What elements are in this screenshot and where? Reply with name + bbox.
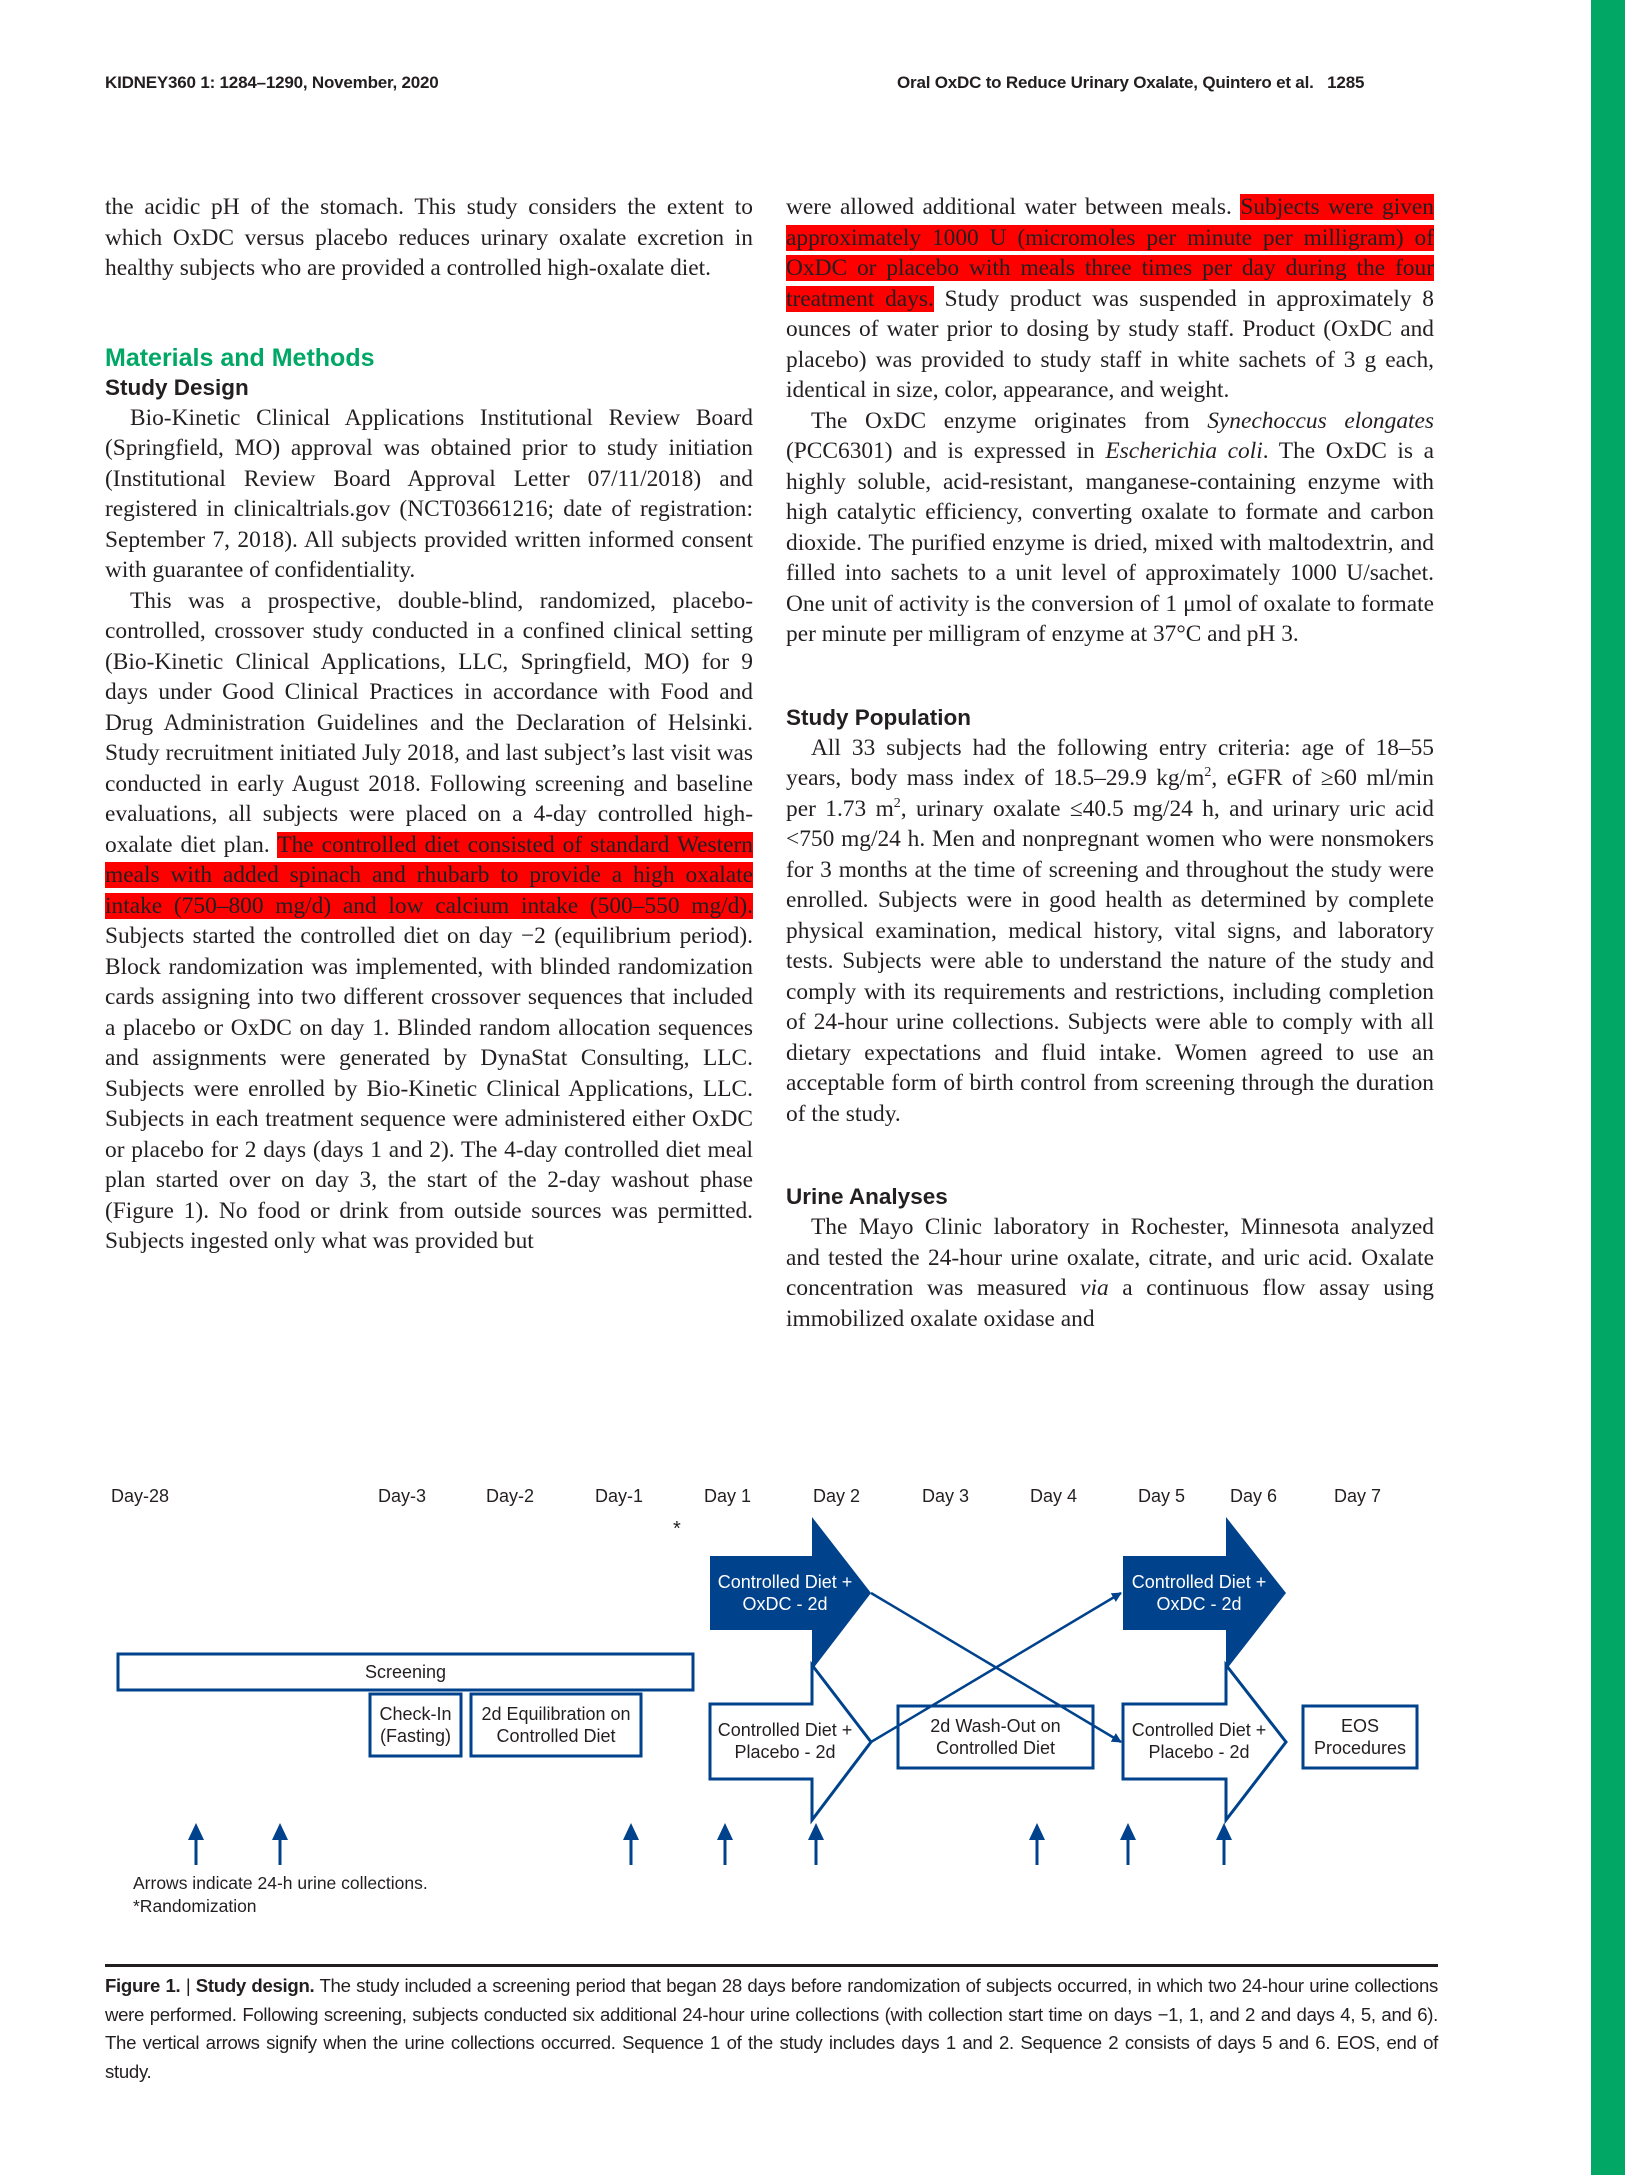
day-label: Day-2 <box>486 1486 535 1506</box>
day-label: Day 4 <box>1030 1486 1078 1506</box>
washout-label: 2d Wash-Out on Controlled Diet <box>930 1716 1061 1758</box>
collection-arrow-icon <box>717 1823 733 1865</box>
equilibration-label: 2d Equilibration on Controlled Diet <box>481 1704 631 1746</box>
oxdc-1-label: Controlled Diet + OxDC - 2d <box>717 1572 853 1614</box>
collection-arrow-icon <box>623 1823 639 1865</box>
figure-caption: Figure 1. | Study design. The study included a screening period that began 28 days before randomization of subjects occurred, in which two 24-hour urine collections were performed. Following screening, subjects conducted six additional 24-hour urine collections (with collection start time on days −1, 1, and 2 and days 4, 5, and 6). The vertical arrows signify when the urine collections occurred. Sequence 1 of the study includes days 1 and 2. Sequence 2 consists of days 5 and 6. EOS, end of study. <box>105 1975 1438 2082</box>
running-head-journal: KIDNEY360 1: 1284–1290, November, 2020 <box>105 73 439 92</box>
caption-divider <box>105 1964 1438 1967</box>
running-head-title: Oral OxDC to Reduce Urinary Oxalate, Quintero et al. 1285 <box>897 73 1365 92</box>
placebo-1-label: Controlled Diet + Placebo - 2d <box>717 1720 853 1762</box>
oxdc-2-label: Controlled Diet + OxDC - 2d <box>1131 1572 1267 1614</box>
collection-arrow-icon <box>1029 1823 1045 1865</box>
placebo-2-label: Controlled Diet + Placebo - 2d <box>1131 1720 1267 1762</box>
day-label: Day 7 <box>1334 1486 1382 1506</box>
checkin-label: Check-In (Fasting) <box>379 1704 452 1746</box>
highlighted-diet-text[interactable]: The controlled diet consisted of standard Western meals with added spinach and rhubarb to provide a high oxalate intake (750–800 mg/d) and low calcium intake (500–550 mg/d). <box>105 831 753 919</box>
section-heading-materials-methods: Materials and Methods <box>105 343 375 372</box>
collection-arrow-icon <box>272 1823 288 1865</box>
subsection-heading-study-design: Study Design <box>105 374 249 400</box>
urine-paragraph: The Mayo Clinic laboratory in Rochester, Minnesota analyzed and tested the 24-hour urine oxalate, citrate, and uric acid. Oxalate concentration was measured via a continuous flow assay using immobilized oxalate oxidase and <box>786 1214 1434 1332</box>
study-design-diagram <box>105 1480 1445 1920</box>
screening-label: Screening <box>364 1662 447 1682</box>
population-paragraph: All 33 subjects had the following entry criteria: age of 18–55 years, body mass index of 18.5–29.9 $kg/m^2$, eGFR of ≥60 ml/min per 1.73 $m^2$, urinary oxalate ≤40.5 mg/24 h, and urinary uric acid <750 mg/24 h. Men and nonpregnant women who were nonsmokers for 3 months at the time of screening and throughout the study were enrolled. Subjects were in good health as determined by complete physical examination, medical history, vital signs, and laboratory tests. Subjects were able to understand the nature of the study and comply with its requirements and restrictions, including completion of 24-hour urine collections. Subjects were able to comply with all dietary expectations and fluid intake. Women agreed to use an acceptable form of birth control from screening through the duration of the study. <box>786 734 1434 1127</box>
urine-collection-arrows <box>188 1823 1232 1865</box>
highlighted-dosing-text[interactable]: Subjects were given approximately 1000 U (micromoles per minute per milligram) of OxDC or placebo with meals three times per day during the four treatment days. <box>786 194 1434 312</box>
study-design-paragraph-1: Bio-Kinetic Clinical Applications Institutional Review Board (Springfield, MO) approval was obtained prior to study initiation (Institutional Review Board Approval Letter 07/11/2018) and registered in clinicaltrials.gov (NCT03661216; date of registration: September 7, 2018). All subjects provided written informed consent with guarantee of confidentiality. <box>105 404 753 583</box>
day-label: Day-1 <box>595 1486 644 1506</box>
day-label: Day 6 <box>1230 1486 1278 1506</box>
eos-label: EOS Procedures <box>1313 1716 1407 1758</box>
collection-arrow-icon <box>1120 1823 1136 1865</box>
study-design-figure <box>105 1480 1445 1920</box>
collection-arrow-icon <box>188 1823 204 1865</box>
study-design-paragraph-2: This was a prospective, double-blind, randomized, placebo-controlled, crossover study conducted in a confined clinical setting (Bio-Kinetic Clinical Applications, LLC, Springfield, MO) for 9 days under Good Clinical Practices in accordance with Food and Drug Administration Guidelines and the Declaration of Helsinki. Study recruitment initiated July 2018, and last subject’s last visit was conducted in early August 2018. Following screening and baseline evaluations, all subjects were placed on a 4-day controlled high-oxalate diet plan. The controlled diet consisted of standard Western meals with added spinach and rhubarb to provide a high oxalate intake (750–800 mg/d) and low calcium intake (500–550 mg/d). Subjects started the controlled diet on day −2 (equilibrium period). Block randomization was implemented, with blinded randomization cards assigning into two different crossover sequences that included a placebo or OxDC on day 1. Blinded random allocation sequences and assignments were generated by DynaStat Consulting, LLC. Subjects were enrolled by Bio-Kinetic Clinical Applications, LLC. Subjects in each treatment sequence were administered either OxDC or placebo for 2 days (days 1 and 2). The 4-day controlled diet meal plan started over on day 3, the start of the 2-day washout phase (Figure 1). No food or drink from outside sources was permitted. Subjects ingested only what was provided but <box>105 587 753 1254</box>
intro-paragraph: the acidic pH of the stomach. This study considers the extent to which OxDC versus placebo reduces urinary oxalate excretion in healthy subjects who are provided a controlled high-oxalate diet. <box>105 194 753 281</box>
subsection-heading-study-population: Study Population <box>786 704 971 730</box>
collection-arrow-icon <box>1216 1823 1232 1865</box>
day-label: Day-3 <box>378 1486 427 1506</box>
day-label: Day 5 <box>1138 1486 1186 1506</box>
enzyme-paragraph: The OxDC enzyme originates from Synechoccus elongates (PCC6301) and is expressed in Escherichia coli. The OxDC is a highly soluble, acid-resistant, manganese-containing enzyme with high catalytic efficiency, converting oxalate to formate and carbon dioxide. The purified enzyme is dried, mixed with maltodextrin, and filled into sachets to a unit level of approximately 1000 U/sachet. One unit of activity is the conversion of 1 μmol of oxalate to formate per minute per milligram of enzyme at 37°C and pH 3. <box>786 407 1435 647</box>
dosing-paragraph: were allowed additional water between meals. Subjects were given approximately 1000 U (micromoles per minute per milligram) of OxDC or placebo with meals three times per day during the four treatment days. Study product was suspended in approximately 8 ounces of water prior to dosing by study staff. Product (OxDC and placebo) was provided to study staff in white sachets of 3 g each, identical in size, color, appearance, and weight. <box>786 194 1434 403</box>
randomization-marker: * <box>673 1518 681 1540</box>
subsection-heading-urine-analyses: Urine Analyses <box>786 1184 948 1209</box>
day-label: Day 1 <box>704 1486 752 1506</box>
right-column <box>786 192 1434 1334</box>
collection-arrow-icon <box>808 1823 824 1865</box>
day-label: Day 2 <box>813 1486 861 1506</box>
day-label: Day-28 <box>111 1486 170 1506</box>
figure-legend: Arrows indicate 24-h urine collections. *Randomization <box>133 1873 428 1916</box>
day-label: Day 3 <box>922 1486 970 1506</box>
journal-side-bar <box>1591 0 1625 2175</box>
left-column <box>105 192 753 1257</box>
